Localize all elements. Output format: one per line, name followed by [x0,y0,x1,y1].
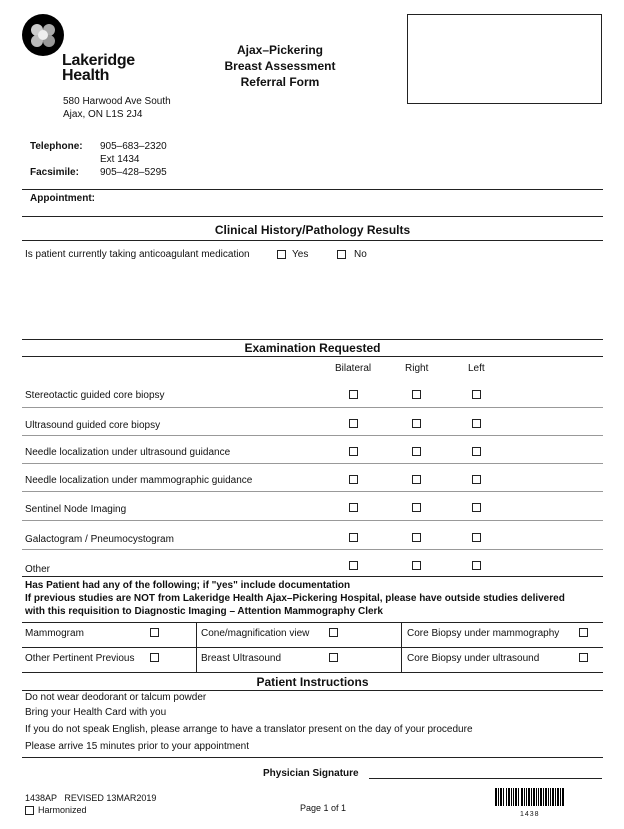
page-number: Page 1 of 1 [300,803,347,813]
exam-right-checkbox[interactable] [412,419,421,428]
history-note-1: Has Patient had any of the following; if "yes" include documentation [25,580,351,591]
anticoagulant-yes-label: Yes [292,249,309,260]
history-core-us-label: Core Biopsy under ultrasound [407,653,540,664]
form-code: 1438AP REVISED 13MAR2019 [25,793,157,803]
exam-right-checkbox[interactable] [412,390,421,399]
exam-right-checkbox[interactable] [412,561,421,570]
telephone-value: 905–683–2320 [100,141,167,152]
exam-bilateral-checkbox[interactable] [349,390,358,399]
exam-row-label: Sentinel Node Imaging [25,504,127,515]
fax-label: Facsimile: [30,167,79,178]
barcode [495,788,565,812]
barcode-number: 1438 [520,811,540,818]
exam-row-label: Needle localization under ultrasound guidance [25,447,231,458]
instruction-item: If you do not speak English, please arrange to have a translator present on the day of your procedure [25,724,473,735]
exam-col-right: Right [405,363,429,374]
history-mammogram-checkbox[interactable] [150,628,159,637]
physician-signature-label: Physician Signature [263,768,359,779]
harmonized-checkbox[interactable] [25,806,34,815]
harmonized-label: Harmonized [38,805,87,815]
exam-bilateral-checkbox[interactable] [349,503,358,512]
address-line-1: 580 Harwood Ave South [63,96,171,107]
history-mammogram-label: Mammogram [25,628,84,639]
logo-icon [22,14,64,56]
anticoagulant-no-checkbox[interactable] [337,250,346,259]
logo-text-2: Health [62,67,110,84]
anticoagulant-question: Is patient currently taking anticoagulant medication [25,249,250,260]
fax-value: 905–428–5295 [100,167,167,178]
exam-left-checkbox[interactable] [472,533,481,542]
history-cone-label: Cone/magnification view [201,628,310,639]
exam-bilateral-checkbox[interactable] [349,447,358,456]
history-cone-checkbox[interactable] [329,628,338,637]
exam-row-label: Needle localization under mammographic guidance [25,475,253,486]
history-core-mammo-checkbox[interactable] [579,628,588,637]
exam-left-checkbox[interactable] [472,503,481,512]
instruction-item: Bring your Health Card with you [25,707,167,718]
exam-row-label: Ultrasound guided core biopsy [25,420,161,431]
exam-right-checkbox[interactable] [412,533,421,542]
logo [22,14,64,56]
history-breast-us-label: Breast Ultrasound [201,653,282,664]
telephone-label: Telephone: [30,141,83,152]
exam-title: Examination Requested [244,341,381,355]
physician-signature-line[interactable] [369,778,602,779]
history-breast-us-checkbox[interactable] [329,653,338,662]
exam-row-label: Other [25,564,51,575]
exam-row-label: Galactogram / Pneumocystogram [25,534,174,545]
instructions-title: Patient Instructions [256,675,369,689]
exam-bilateral-checkbox[interactable] [349,419,358,428]
exam-right-checkbox[interactable] [412,475,421,484]
exam-bilateral-checkbox[interactable] [349,561,358,570]
history-core-mammo-label: Core Biopsy under mammography [407,628,560,639]
patient-label-box[interactable] [407,14,602,104]
exam-right-checkbox[interactable] [412,503,421,512]
anticoagulant-no-label: No [354,249,367,260]
exam-left-checkbox[interactable] [472,390,481,399]
address-line-2: Ajax, ON L1S 2J4 [63,109,143,120]
history-core-us-checkbox[interactable] [579,653,588,662]
exam-bilateral-checkbox[interactable] [349,475,358,484]
form-title-1: Ajax–Pickering [236,43,324,57]
exam-left-checkbox[interactable] [472,419,481,428]
form-title-3: Referral Form [240,75,320,89]
history-note-3: with this requisition to Diagnostic Imaging – Attention Mammography Clerk [25,606,383,617]
appointment-label: Appointment: [30,193,95,204]
telephone-ext: Ext 1434 [100,154,140,165]
history-other-label: Other Pertinent Previous [25,653,135,664]
anticoagulant-yes-checkbox[interactable] [277,250,286,259]
exam-left-checkbox[interactable] [472,447,481,456]
exam-left-checkbox[interactable] [472,475,481,484]
exam-col-left: Left [468,363,485,374]
exam-row-label: Stereotactic guided core biopsy [25,390,165,401]
instruction-item: Do not wear deodorant or talcum powder [25,692,207,703]
exam-left-checkbox[interactable] [472,561,481,570]
history-note-2: If previous studies are NOT from Lakeridge Health Ajax–Pickering Hospital, please have outside studies delivered [25,593,565,604]
exam-col-bilateral: Bilateral [335,363,372,374]
exam-bilateral-checkbox[interactable] [349,533,358,542]
logo-text-1: Lakeridge [62,52,135,69]
exam-right-checkbox[interactable] [412,447,421,456]
form-title-2: Breast Assessment [224,59,336,73]
instruction-item: Please arrive 15 minutes prior to your appointment [25,741,250,752]
clinical-history-title: Clinical History/Pathology Results [214,223,411,237]
history-other-checkbox[interactable] [150,653,159,662]
